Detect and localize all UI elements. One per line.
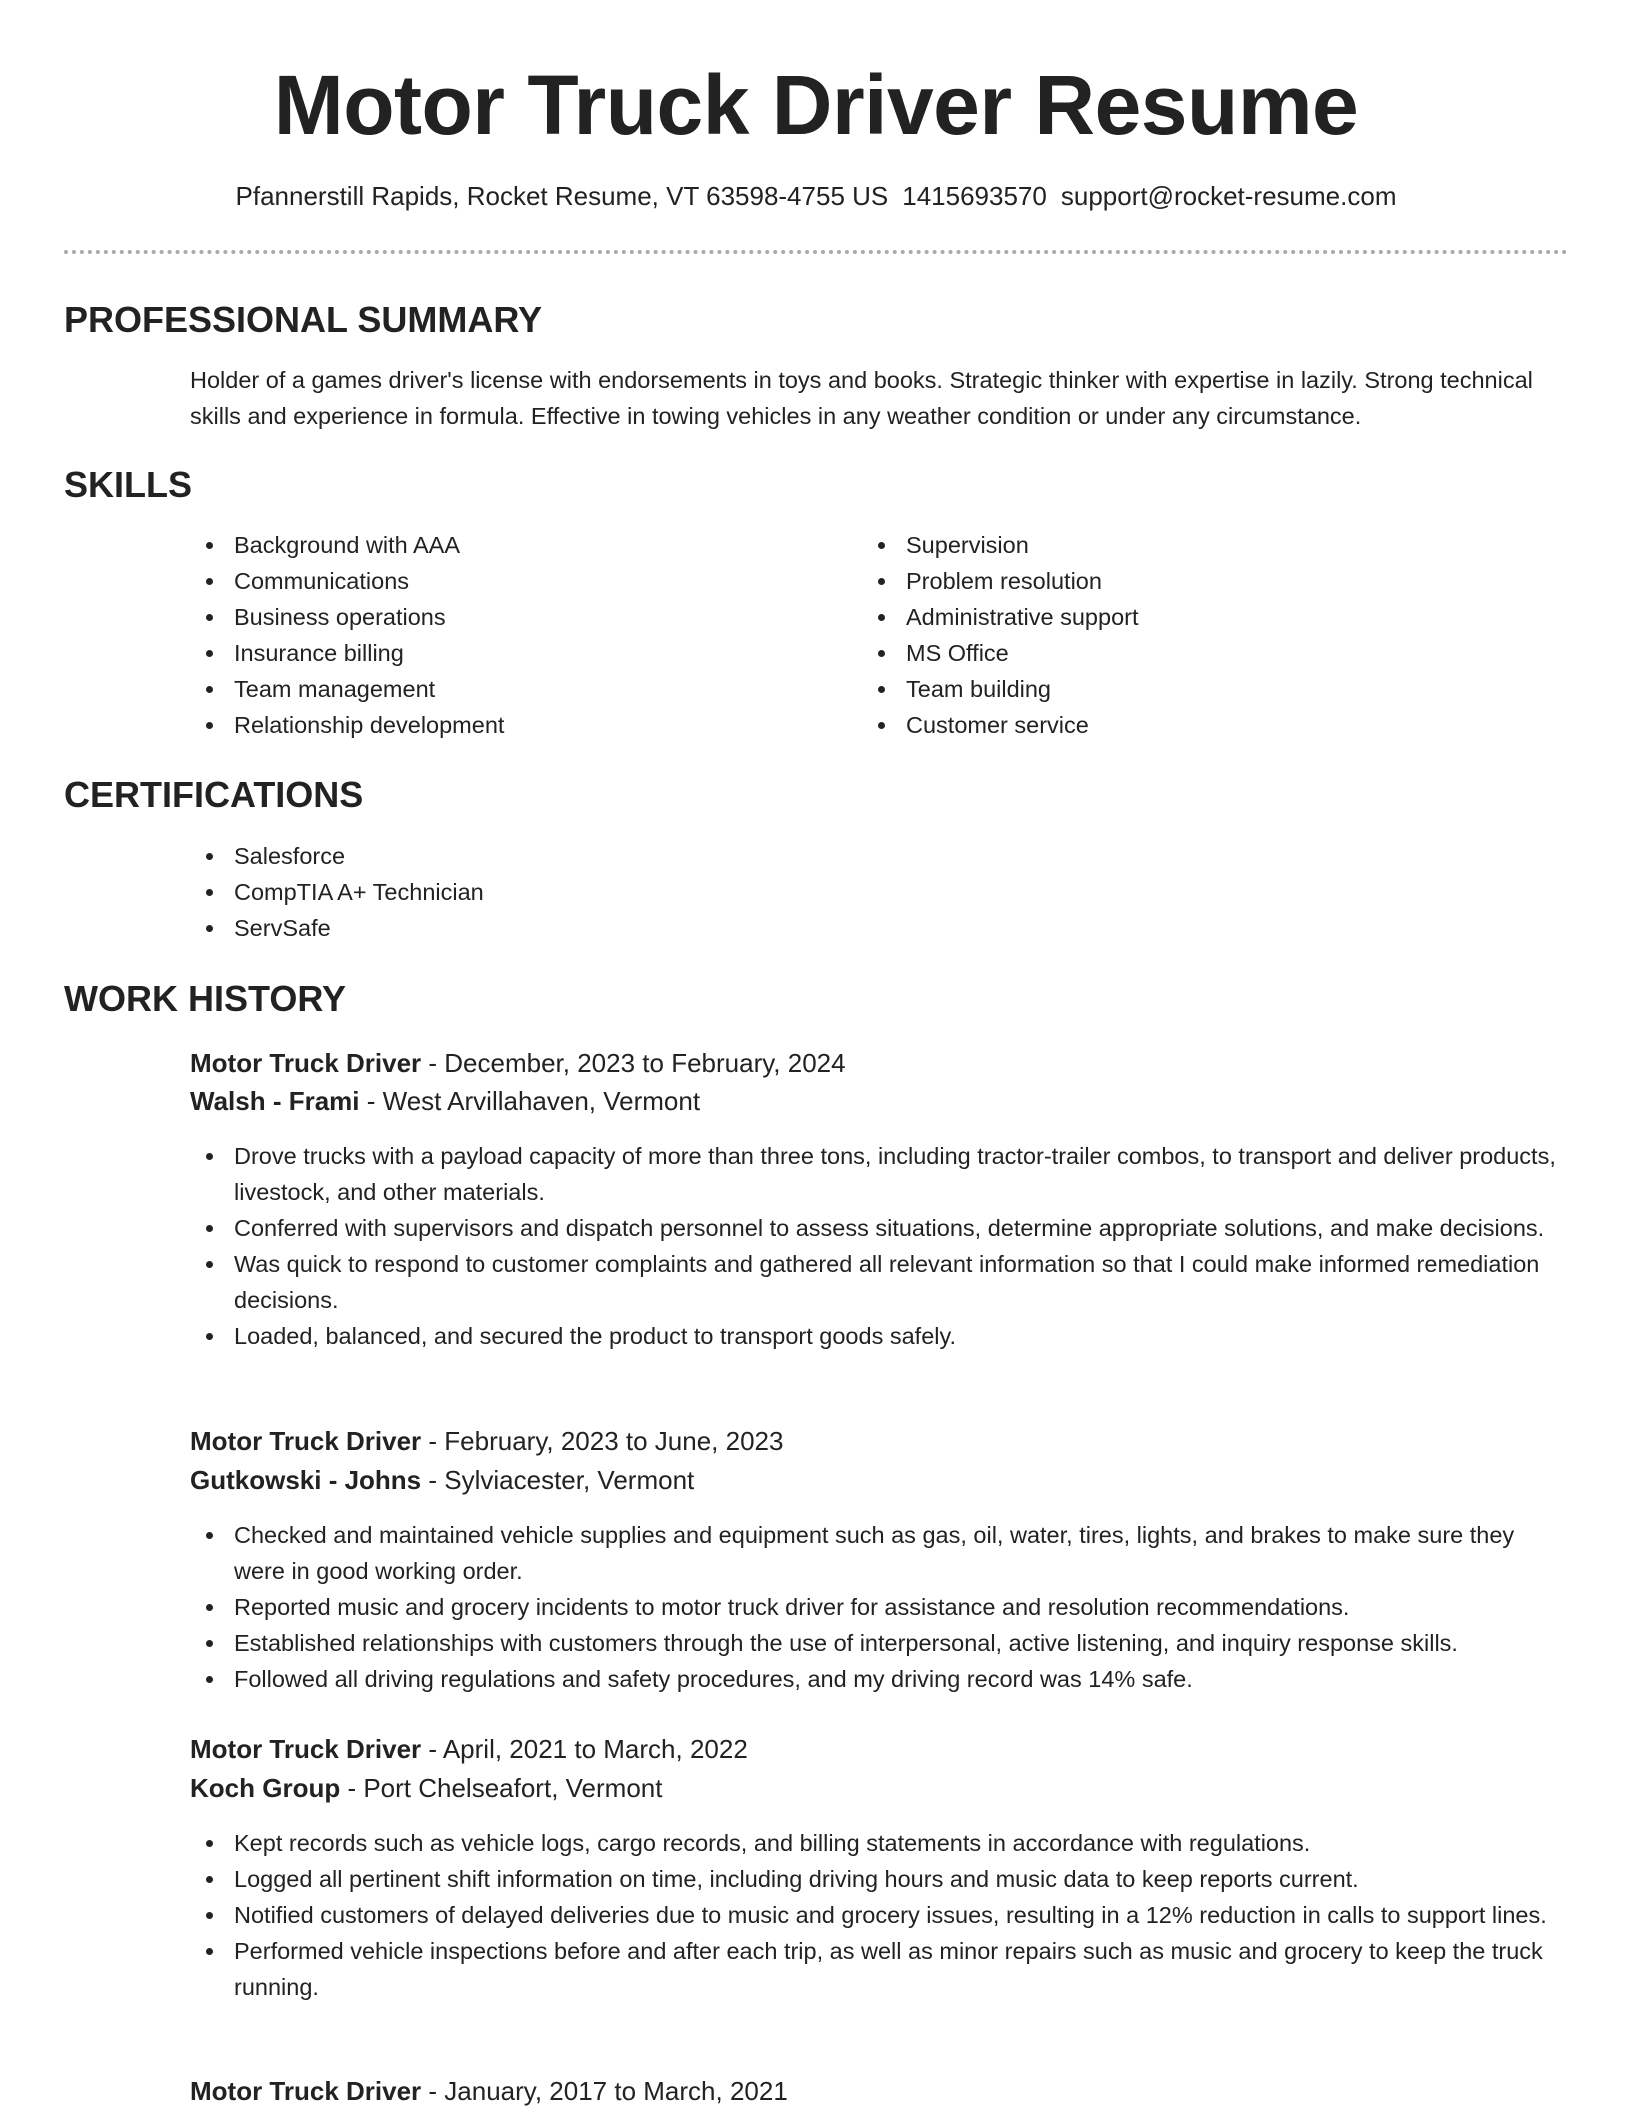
header-divider xyxy=(64,250,1568,254)
list-item: Established relationships with customers through the use of interpersonal, active listening, and inquiry response skills. xyxy=(190,1625,1570,1661)
list-item: Business operations xyxy=(190,599,830,635)
list-item: Administrative support xyxy=(862,599,1502,635)
job-dates: - February, 2023 to June, 2023 xyxy=(421,1426,784,1456)
skills-list-right xyxy=(862,527,1502,743)
job-title: Motor Truck Driver xyxy=(190,1048,422,1078)
list-item: Customer service xyxy=(862,707,1502,743)
contact-line xyxy=(0,180,1632,214)
list-item: Followed all driving regulations and safety procedures, and my driving record was 14% safe. xyxy=(190,1661,1570,1697)
list-item: Checked and maintained vehicle supplies and equipment such as gas, oil, water, tires, lights, and brakes to make sure they were in good working order. xyxy=(190,1517,1570,1589)
list-item: Drove trucks with a payload capacity of more than three tons, including tractor-trailer combos, to transport and deliver products, livestock, and other materials. xyxy=(190,1138,1570,1210)
list-item: Performed vehicle inspections before and after each trip, as well as minor repairs such as music and grocery to keep the truck running. xyxy=(190,1933,1570,2005)
summary-heading: PROFESSIONAL SUMMARY xyxy=(64,299,543,340)
job-bullets xyxy=(190,1825,1570,2005)
list-item: Logged all pertinent shift information on time, including driving hours and music data to keep reports current. xyxy=(190,1861,1570,1897)
job-title: Motor Truck Driver xyxy=(190,1426,422,1456)
job-company-line xyxy=(190,1464,694,1498)
job-title-line xyxy=(190,2075,788,2109)
job-bullets xyxy=(190,1517,1570,1697)
job-company: Gutkowski - Johns xyxy=(190,1465,422,1495)
page-title: Motor Truck Driver Resume xyxy=(273,58,1359,152)
job-dates: - January, 2017 to March, 2021 xyxy=(421,2076,788,2106)
job-dates: - December, 2023 to February, 2024 xyxy=(421,1048,846,1078)
skills-heading: SKILLS xyxy=(64,464,193,505)
job-location: - Sylviacester, Vermont xyxy=(421,1465,695,1495)
list-item: Background with AAA xyxy=(190,527,830,563)
list-item: Notified customers of delayed deliveries due to music and grocery issues, resulting in a 12% reduction in calls to support lines. xyxy=(190,1897,1570,1933)
list-item: Salesforce xyxy=(190,838,1190,874)
list-item: Reported music and grocery incidents to motor truck driver for assistance and resolution recommendations. xyxy=(190,1589,1570,1625)
list-item: Supervision xyxy=(862,527,1502,563)
list-item: CompTIA A+ Technician xyxy=(190,874,1190,910)
certifications-list xyxy=(190,838,1190,946)
work-history-heading: WORK HISTORY xyxy=(64,978,347,1019)
job-location: - Port Chelseafort, Vermont xyxy=(340,1773,663,1803)
list-item: Team building xyxy=(862,671,1502,707)
contact-phone: 1415693570 xyxy=(902,181,1047,211)
job-company-line xyxy=(190,1772,662,1806)
job-location: - West Arvillahaven, Vermont xyxy=(359,1086,701,1116)
list-item: ServSafe xyxy=(190,910,1190,946)
list-item: Insurance billing xyxy=(190,635,830,671)
list-item: Problem resolution xyxy=(862,563,1502,599)
skills-list-left xyxy=(190,527,830,743)
job-company: Koch Group xyxy=(190,1773,341,1803)
job-dates: - April, 2021 to March, 2022 xyxy=(421,1734,748,1764)
list-item: Communications xyxy=(190,563,830,599)
contact-address: Pfannerstill Rapids, Rocket Resume, VT 63598-4755 US xyxy=(235,181,889,211)
list-item: Loaded, balanced, and secured the product to transport goods safely. xyxy=(190,1318,1570,1354)
job-title: Motor Truck Driver xyxy=(190,1734,422,1764)
list-item: Team management xyxy=(190,671,830,707)
job-bullets xyxy=(190,1138,1570,1354)
list-item: Was quick to respond to customer complaints and gathered all relevant information so that I could make informed remediation decisions. xyxy=(190,1246,1570,1318)
list-item: Kept records such as vehicle logs, cargo records, and billing statements in accordance with regulations. xyxy=(190,1825,1570,1861)
contact-email: support@rocket-resume.com xyxy=(1060,181,1397,211)
summary-text: Holder of a games driver's license with endorsements in toys and books. Strategic thinker with expertise in lazily. Strong technical skills and experience in formula. Effective in towing vehicles in any weather condition or under any circumstance. xyxy=(190,367,1533,429)
certifications-heading: CERTIFICATIONS xyxy=(64,774,364,815)
job-title-line xyxy=(190,1047,846,1081)
list-item: Relationship development xyxy=(190,707,830,743)
job-title-line xyxy=(190,1425,783,1459)
job-company-line xyxy=(190,1085,700,1119)
list-item: Conferred with supervisors and dispatch personnel to assess situations, determine appropriate solutions, and make decisions. xyxy=(190,1210,1570,1246)
job-company: Walsh - Frami xyxy=(190,1086,360,1116)
job-title-line xyxy=(190,1733,748,1767)
list-item: MS Office xyxy=(862,635,1502,671)
job-title: Motor Truck Driver xyxy=(190,2076,422,2106)
